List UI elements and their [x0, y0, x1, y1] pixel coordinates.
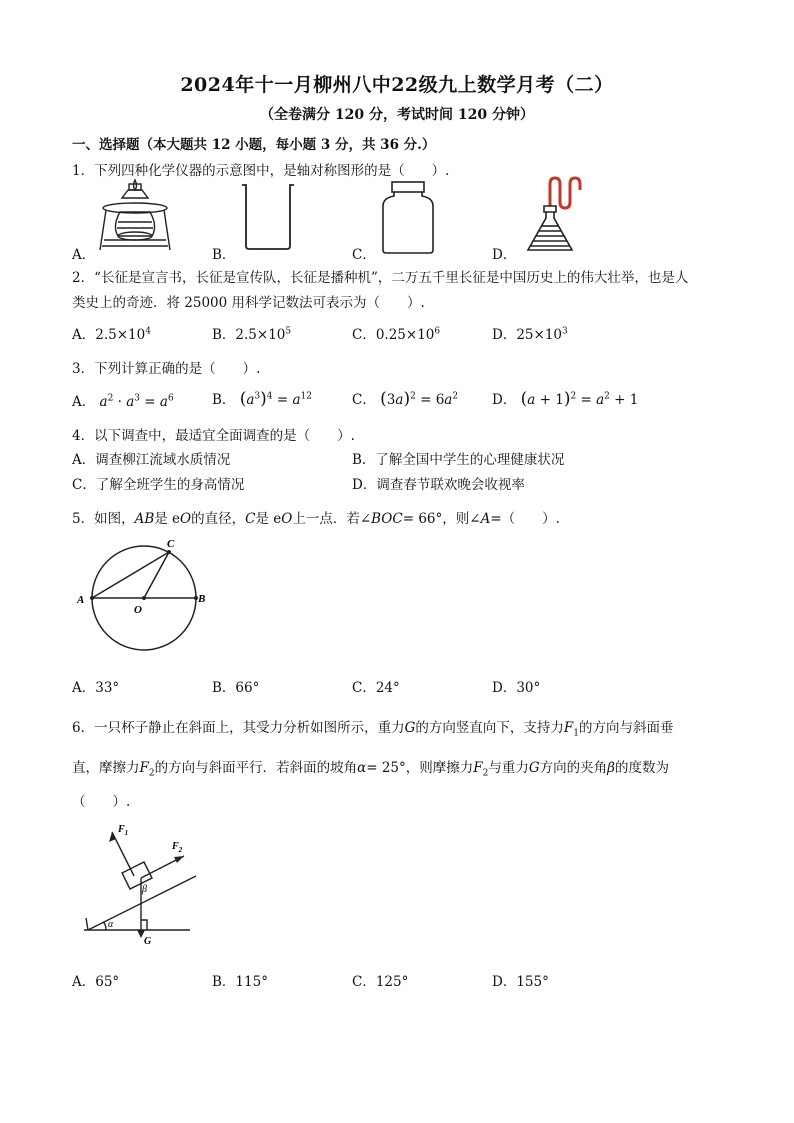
q4-option-a: A．调查柳江流域水质情况 — [72, 452, 231, 468]
page-title: 2024年十一月柳州八中22级九上数学月考（二） — [180, 74, 614, 96]
question-6-stem-line1: 6．一只杯子静止在斜面上，其受力分析如图所示，重力G的方向竖直向下，支持力$F_1$的方向与斜面垂 — [72, 720, 674, 739]
svg-text:F2: $F_2$ — [172, 841, 183, 854]
flask-with-tube-figure — [524, 176, 594, 256]
q4-option-c: C．了解全班学生的身高情况 — [72, 477, 245, 493]
question-4-stem: 4．以下调查中，最适宜全面调查的是（ ）. — [72, 428, 355, 444]
q1-option-b-label: B． — [212, 247, 236, 263]
q5-option-d: D．30° — [492, 680, 541, 696]
q6-option-c: C．125° — [352, 974, 409, 990]
fig-label-f1: F — [118, 824, 125, 835]
q4-option-d: D．调查春节联欢晚会收视率 — [352, 477, 525, 493]
fig-label-f2: F — [172, 841, 179, 852]
alcohol-lamp-figure — [92, 178, 178, 258]
incline-force-figure — [84, 818, 200, 948]
q5-option-b: B．66° — [212, 680, 260, 696]
jar-figure — [380, 180, 436, 255]
fig-label-alpha: α — [108, 919, 114, 930]
section-heading: 一、选择题（本大题共 12 小题，每小题 3 分，共 36 分.） — [72, 137, 436, 153]
question-6-stem-line3: （ ）. — [72, 794, 131, 810]
q4-option-b: B．了解全国中学生的心理健康状况 — [352, 452, 565, 468]
q6-option-d: D．155° — [492, 974, 549, 990]
fig-label-a: A — [77, 594, 85, 606]
q3-option-b: B． $(a^3)^4 = a^{12}$ — [212, 389, 312, 409]
q6-option-a: A．65° — [72, 974, 120, 990]
q1-option-a-label: A． — [72, 247, 96, 263]
fig-label-o: O — [134, 604, 142, 616]
q2-option-d: D．$25\times 10^3$ — [492, 326, 568, 343]
beaker-figure — [240, 182, 296, 252]
question-3-stem: 3．下列计算正确的是（ ）. — [72, 361, 261, 377]
q3-option-c: C． $(3a)^2 = 6a^2$ — [352, 389, 459, 409]
question-1-stem: 1．下列四种化学仪器的示意图中，是轴对称图形的是（ ）. — [72, 163, 450, 179]
q2-option-b: B．$2.5\times 10^5$ — [212, 326, 292, 343]
page-subtitle: （全卷满分 120 分，考试时间 120 分钟） — [260, 107, 534, 123]
q2-option-c: C．$0.25\times 10^6$ — [352, 326, 441, 343]
q6-option-b: B．115° — [212, 974, 268, 990]
q5-option-c: C．24° — [352, 680, 400, 696]
fig-label-b: B — [198, 593, 206, 605]
q1-option-c-label: C． — [352, 247, 376, 263]
q3-option-a: A． $a^2 \cdot a^3 = a^6$ — [72, 393, 174, 410]
q2-option-a: A．$2.5\times 10^4$ — [72, 326, 151, 343]
question-5-stem: 5．如图，AB是 eO的直径，C是 eO上一点．若∠BOC= 66°，则∠A=（ ）. — [72, 511, 560, 527]
fig-label-beta: β — [142, 884, 147, 895]
circle-figure — [72, 535, 212, 665]
q5-option-a: A．33° — [72, 680, 120, 696]
q1-option-d-label: D． — [492, 247, 517, 263]
question-2-stem-line2: 类史上的奇迹．将 25000 用科学记数法可表示为（ ）. — [72, 295, 425, 311]
svg-text:F1: $F_1$ — [118, 824, 129, 837]
question-2-stem-line1: 2．“长征是宣言书，长征是宣传队，长征是播种机”，二万五千里长征是中国历史上的伟大壮举，也是人 — [72, 270, 689, 286]
fig-label-c: C — [167, 538, 175, 550]
fig-label-g: G — [144, 936, 152, 947]
q3-option-d: D． $(a + 1)^2 = a^2 + 1$ — [492, 389, 639, 409]
question-6-stem-line2: 直，摩擦力$F_2$的方向与斜面平行．若斜面的坡角α= 25°，则摩擦力$F_2$与重力G方向的夹角β的度数为 — [72, 760, 669, 779]
